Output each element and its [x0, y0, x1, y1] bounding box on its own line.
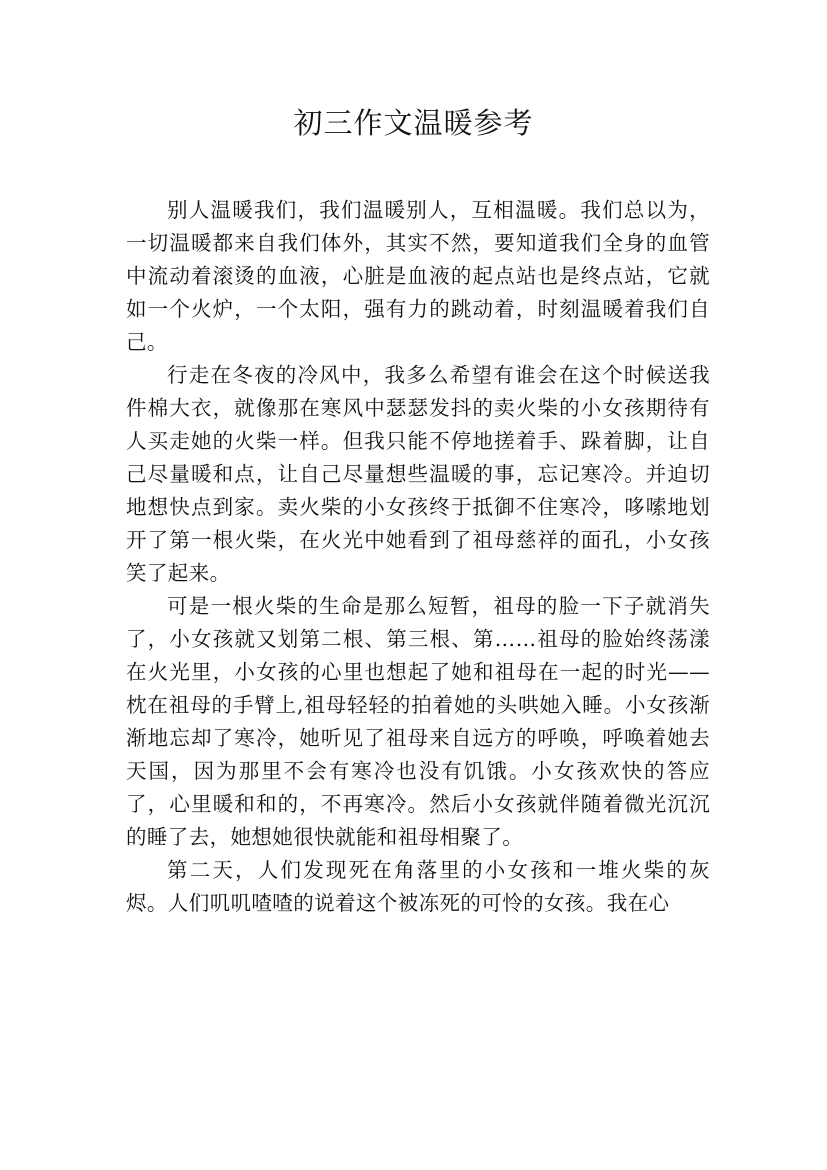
paragraph: 第二天，人们发现死在角落里的小女孩和一堆火柴的灰烬。人们叽叽喳喳的说着这个被冻死的可怜的女孩。我在心: [126, 858, 710, 915]
paragraph: 别人温暖我们，我们温暖别人，互相温暖。我们总以为，一切温暖都来自我们体外，其实不然，要知道我们全身的血管中流动着滚烫的血液，心脏是血液的起点站也是终点站，它就如一个火炉，一个太阳，强有力的跳动着，时刻温暖着我们自己。: [126, 198, 710, 354]
paragraph: 行走在冬夜的冷风中，我多么希望有谁会在这个时候送我件棉大衣，就像那在寒风中瑟瑟发抖的卖火柴的小女孩期待有人买走她的火柴一样。但我只能不停地搓着手、跺着脚，让自己尽量暖和点，让自己尽量想些温暖的事，忘记寒冷。并迫切地想快点到家。卖火柴的小女孩终于抵御不住寒冷，哆嗦地划开了第一根火柴，在火光中她看到了祖母慈祥的面孔，小女孩笑了起来。: [126, 363, 710, 585]
document-body: [126, 194, 710, 920]
document-title: 初三作文温暖参考: [293, 106, 534, 140]
paragraph: 可是一根火柴的生命是那么短暂，祖母的脸一下子就消失了，小女孩就又划第二根、第三根、第……祖母的脸始终荡漾在火光里，小女孩的心里也想起了她和祖母在一起的时光——枕在祖母的手臂上,祖母轻轻的拍着她的头哄她入睡。小女孩渐渐地忘却了寒冷，她听见了祖母来自远方的呼唤，呼唤着她去天国，因为那里不会有寒冷也没有饥饿。小女孩欢快的答应了，心里暖和和的，不再寒冷。然后小女孩就伴随着微光沉沉的睡了去，她想她很快就能和祖母相聚了。: [126, 594, 710, 849]
